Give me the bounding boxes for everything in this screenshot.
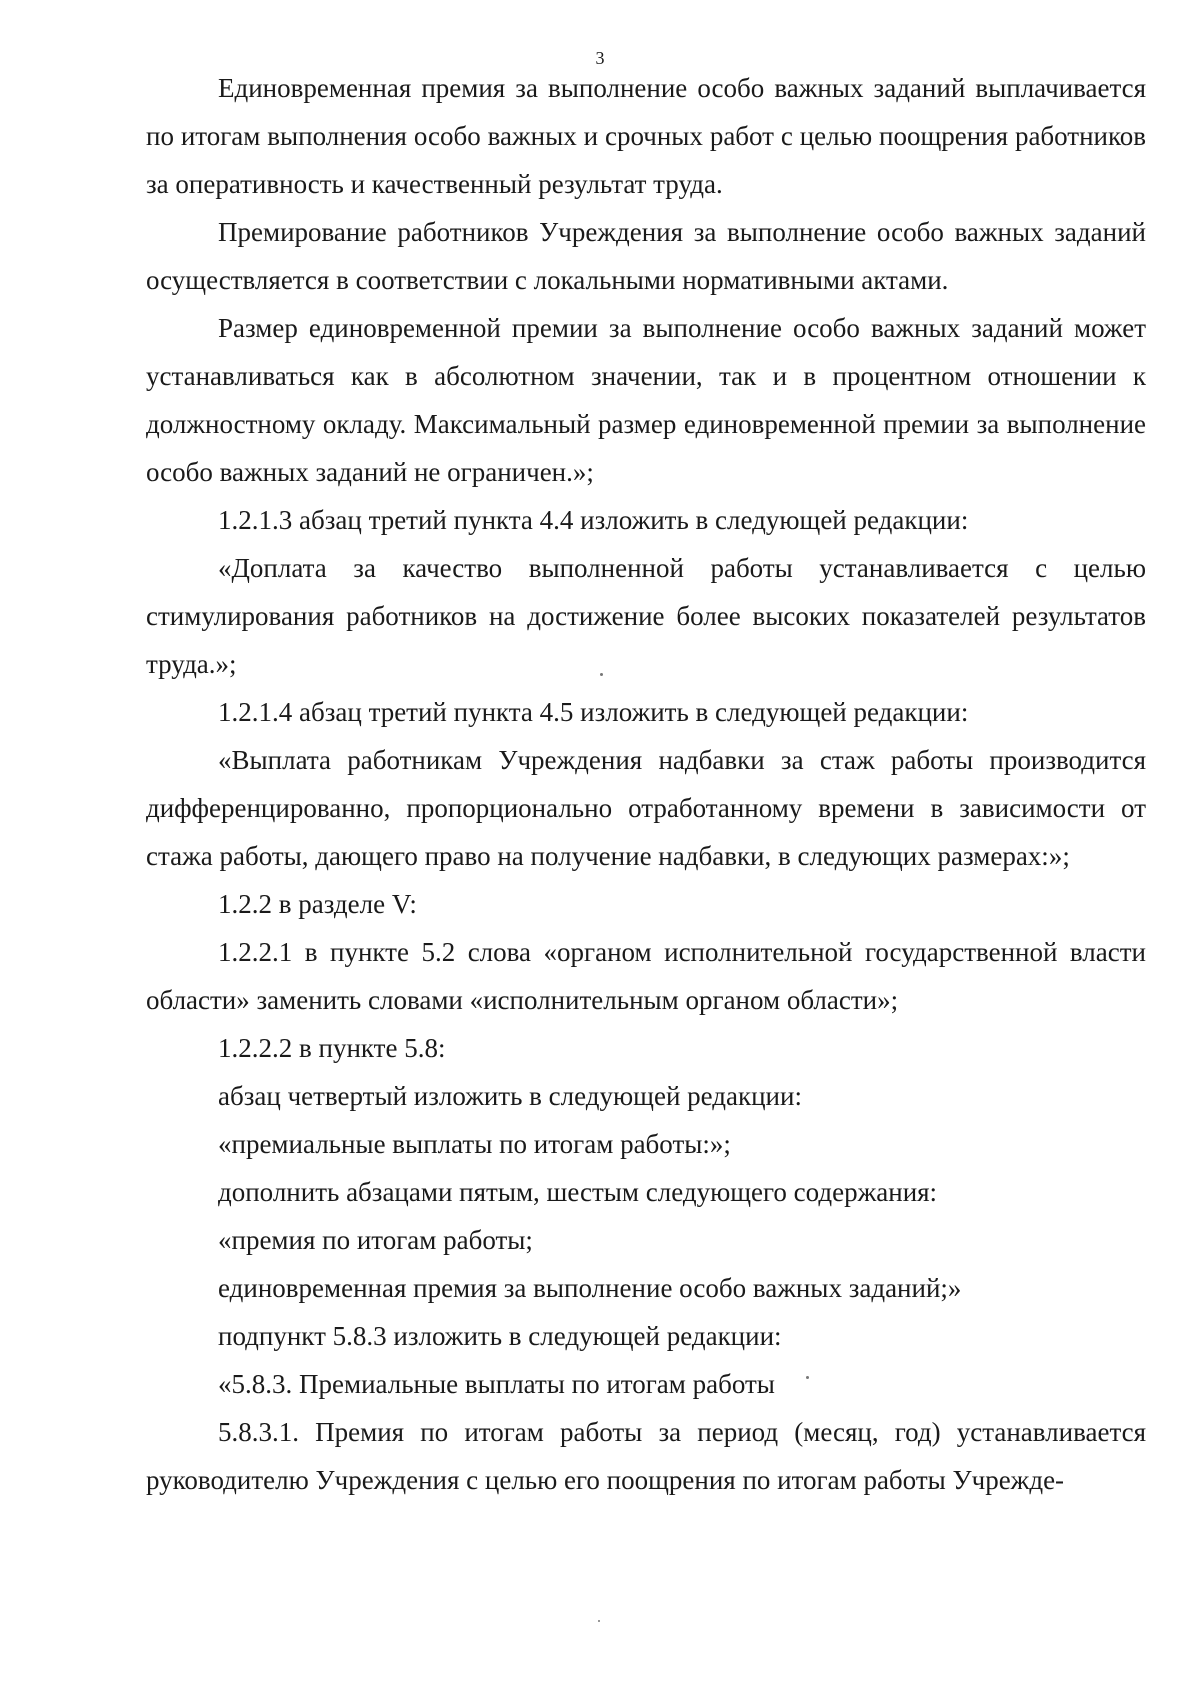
scan-speck bbox=[598, 1620, 600, 1622]
paragraph-quality-supplement: «Доплата за качество выполненной работы устанавливается с целью стимулирования работников на достижение более высоких показателей результатов труда.»; bbox=[146, 553, 1146, 679]
paragraph-work-results-bonus: «премия по итогам работы; bbox=[218, 1225, 533, 1255]
paragraph-subclause-5-8-3: подпункт 5.8.3 изложить в следующей редакции: bbox=[218, 1321, 782, 1351]
paragraph-bonus-payments-quote: «премиальные выплаты по итогам работы:»; bbox=[218, 1129, 731, 1159]
page-number: 3 bbox=[595, 48, 605, 68]
paragraph-item-1-2-1-3: 1.2.1.3 абзац третий пункта 4.4 изложить в следующей редакции: bbox=[218, 505, 969, 535]
scan-speck bbox=[806, 1376, 809, 1379]
paragraph-5-8-3-1: 5.8.3.1. Премия по итогам работы за период (месяц, год) устанавливается руководителю Учреждения с целью его поощрения по итогам работы Учрежде- bbox=[146, 1417, 1146, 1495]
paragraph-fourth-clause: абзац четвертый изложить в следующей редакции: bbox=[218, 1081, 802, 1111]
paragraph-item-1-2-2-2: 1.2.2.2 в пункте 5.8: bbox=[218, 1033, 446, 1063]
scan-speck bbox=[600, 673, 603, 676]
paragraph-heading-5-8-3: «5.8.3. Премиальные выплаты по итогам работы bbox=[218, 1369, 775, 1399]
paragraph-item-1-2-2-1: 1.2.2.1 в пункте 5.2 слова «органом исполнительной государственной власти области» заменить словами «исполнительным органом области»; bbox=[146, 937, 1146, 1015]
paragraph-special-tasks-bonus: единовременная премия за выполнение особо важных заданий;» bbox=[218, 1273, 962, 1303]
paragraph-item-1-2-1-4: 1.2.1.4 абзац третий пункта 4.5 изложить в следующей редакции: bbox=[218, 697, 969, 727]
paragraph-bonus-amount: Размер единовременной премии за выполнение особо важных заданий может устанавливаться как в абсолютном значении, так и в процентном отношении к должностному окладу. Максимальный размер единовременной премии за выполнение особо важных заданий не ограничен.»; bbox=[146, 313, 1146, 487]
paragraph-supplement-clauses: дополнить абзацами пятым, шестым следующего содержания: bbox=[218, 1177, 938, 1207]
document-body bbox=[146, 64, 1146, 1504]
paragraph-one-time-bonus-payment: Единовременная премия за выполнение особо важных заданий выплачивается по итогам выполнения особо важных и срочных работ с целью поощрения работников за оперативность и качественный результат труда. bbox=[146, 73, 1146, 199]
paragraph-seniority-allowance: «Выплата работникам Учреждения надбавки за стаж работы производится дифференцированно, пропорционально отработанному времени в зависимости от стажа работы, дающего право на получение надбавки, в следующих размерах:»; bbox=[146, 745, 1146, 871]
paragraph-bonus-regulation: Премирование работников Учреждения за выполнение особо важных заданий осуществляется в соответствии с локальными нормативными актами. bbox=[146, 217, 1146, 295]
paragraph-item-1-2-2: 1.2.2 в разделе V: bbox=[218, 889, 417, 919]
